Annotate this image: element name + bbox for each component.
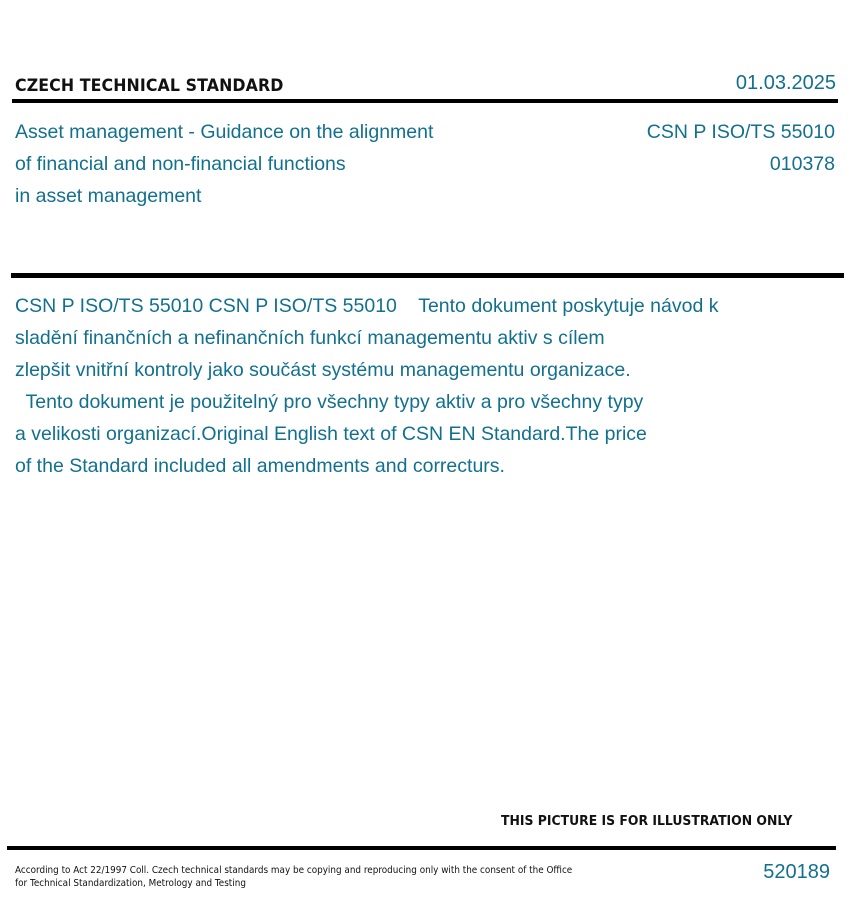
legal-line: According to Act 22/1997 Coll. Czech technical standards may be copying and reproducing only with the consent of the Office [15, 865, 573, 876]
description-line: a velikosti organizací.Original English text of CSN EN Standard.The price [15, 423, 647, 445]
header-divider [12, 99, 838, 103]
legal-line: for Technical Standardization, Metrology and Testing [15, 878, 246, 889]
classification-code: 010378 [769, 153, 835, 175]
description-line: zlepšit vnitřní kontroly jako součást systému managementu organizace. [15, 359, 631, 381]
title-divider [11, 273, 844, 278]
publication-date: 01.03.2025 [735, 72, 836, 94]
standard-description [15, 290, 815, 482]
illustration-disclaimer: THIS PICTURE IS FOR ILLUSTRATION ONLY [501, 813, 793, 829]
page-code: 520189 [763, 861, 830, 883]
description-line: of the Standard included all amendments and correcturs. [15, 455, 505, 477]
document-type-label: CZECH TECHNICAL STANDARD [15, 76, 284, 96]
legal-notice [15, 864, 592, 890]
standard-number: CSN P ISO/TS 55010 [646, 121, 835, 143]
standard-title [15, 116, 535, 212]
title-line: of financial and non-financial functions [15, 153, 346, 175]
description-line: sladění finančních a nefinančních funkcí managementu aktiv s cílem [15, 327, 605, 349]
description-line: CSN P ISO/TS 55010 CSN P ISO/TS 55010 Tento dokument poskytuje návod k [15, 295, 719, 317]
description-line: Tento dokument je použitelný pro všechny typy aktiv a pro všechny typy [15, 391, 644, 413]
title-line: Asset management - Guidance on the alignment [15, 121, 434, 143]
standard-codes [535, 116, 835, 180]
title-line: in asset management [15, 185, 202, 207]
footer-divider [7, 846, 836, 850]
